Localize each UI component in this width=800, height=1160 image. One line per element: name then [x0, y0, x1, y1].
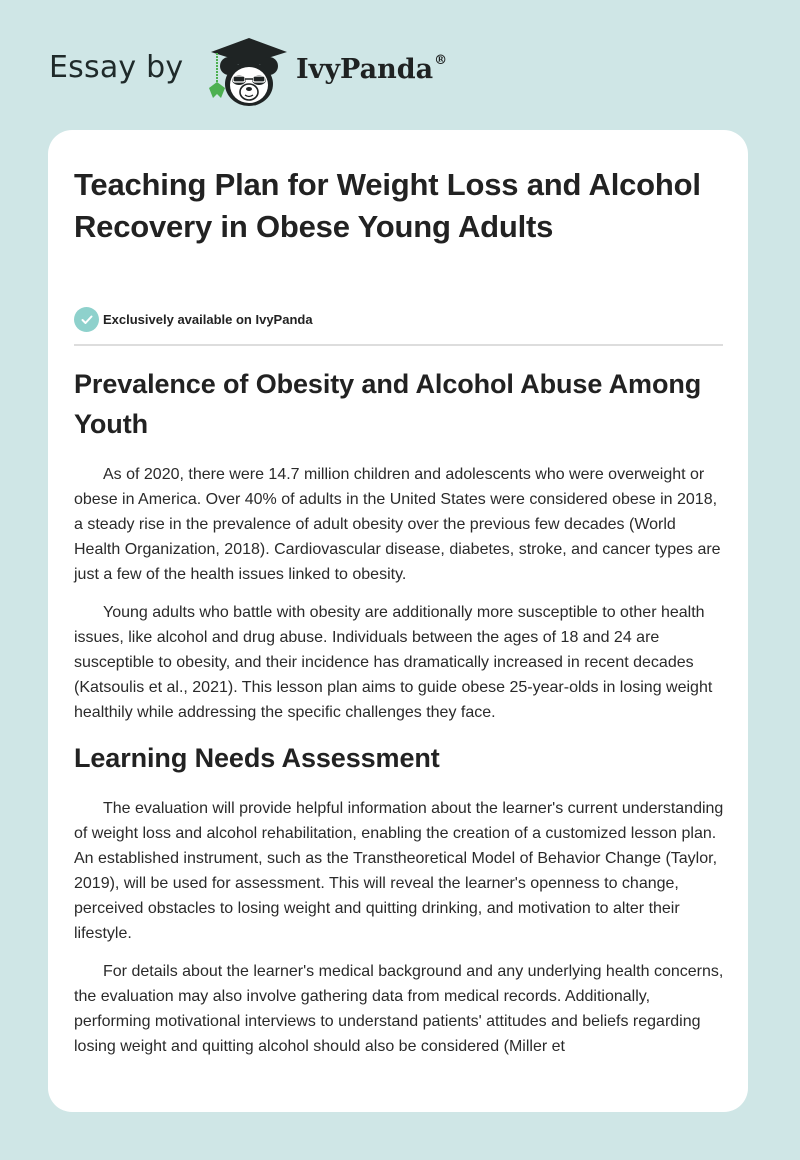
- essay-card: [48, 130, 748, 1112]
- exclusive-label: Exclusively available on IvyPanda: [103, 312, 313, 327]
- paragraph: The evaluation will provide helpful information about the learner's current understanding of weight loss and alcohol rehabilitation, enabling the creation of a customized lesson plan. An established instrument, such as the Transtheoretical Model of Behavior Change (Taylor, 2019), will be used for assessment. This will reveal the learner's openness to change, perceived obstacles to losing weight and quitting drinking, and motivation to alter their lifestyle.: [74, 800, 724, 942]
- panda-graduation-cap-icon[interactable]: [203, 36, 291, 108]
- paragraph: As of 2020, there were 14.7 million children and adolescents who were overweight or obese in America. Over 40% of adults in the United States were considered obese in 2018, a steady rise in the prevalence of adult obesity over the previous few decades (World Health Organization, 2018). Cardiovascular disease, diabetes, stroke, and cancer types are just a few of the health issues linked to obesity.: [74, 466, 721, 583]
- ivypanda-wordmark[interactable]: [296, 54, 447, 85]
- paragraph: Young adults who battle with obesity are additionally more susceptible to other health issues, like alcohol and drug abuse. Individuals between the ages of 18 and 24 are susceptible to obesity, and their incidence has dramatically increased in recent decades (Katsoulis et al., 2021). This lesson plan aims to guide obese 25-year-olds in losing weight healthily while addressing the specific challenges they face.: [74, 604, 713, 721]
- exclusive-badge: [74, 307, 313, 332]
- section-prevalence: [74, 364, 724, 725]
- section-heading: Prevalence of Obesity and Alcohol Abuse Among Youth: [74, 369, 702, 439]
- essay-title: Teaching Plan for Weight Loss and Alcohol Recovery in Obese Young Adults: [74, 167, 701, 244]
- section-learning-needs: [74, 738, 724, 1059]
- registered-mark: ®: [434, 53, 448, 68]
- check-circle-icon: [74, 307, 99, 332]
- section-heading: Learning Needs Assessment: [74, 743, 440, 773]
- brand-name-text: IvyPanda: [296, 54, 434, 85]
- paragraph: For details about the learner's medical background and any underlying health concerns, the evaluation may also involve gathering data from medical records. Additionally, performing motivational interviews to understand patients' attitudes and beliefs regarding losing weight and quitting alcohol should also be considered (Miller et: [74, 963, 724, 1055]
- divider: [74, 344, 723, 346]
- site-header: [0, 0, 800, 130]
- essay-body: [74, 364, 724, 1072]
- essay-by-label: Essay by: [49, 50, 184, 85]
